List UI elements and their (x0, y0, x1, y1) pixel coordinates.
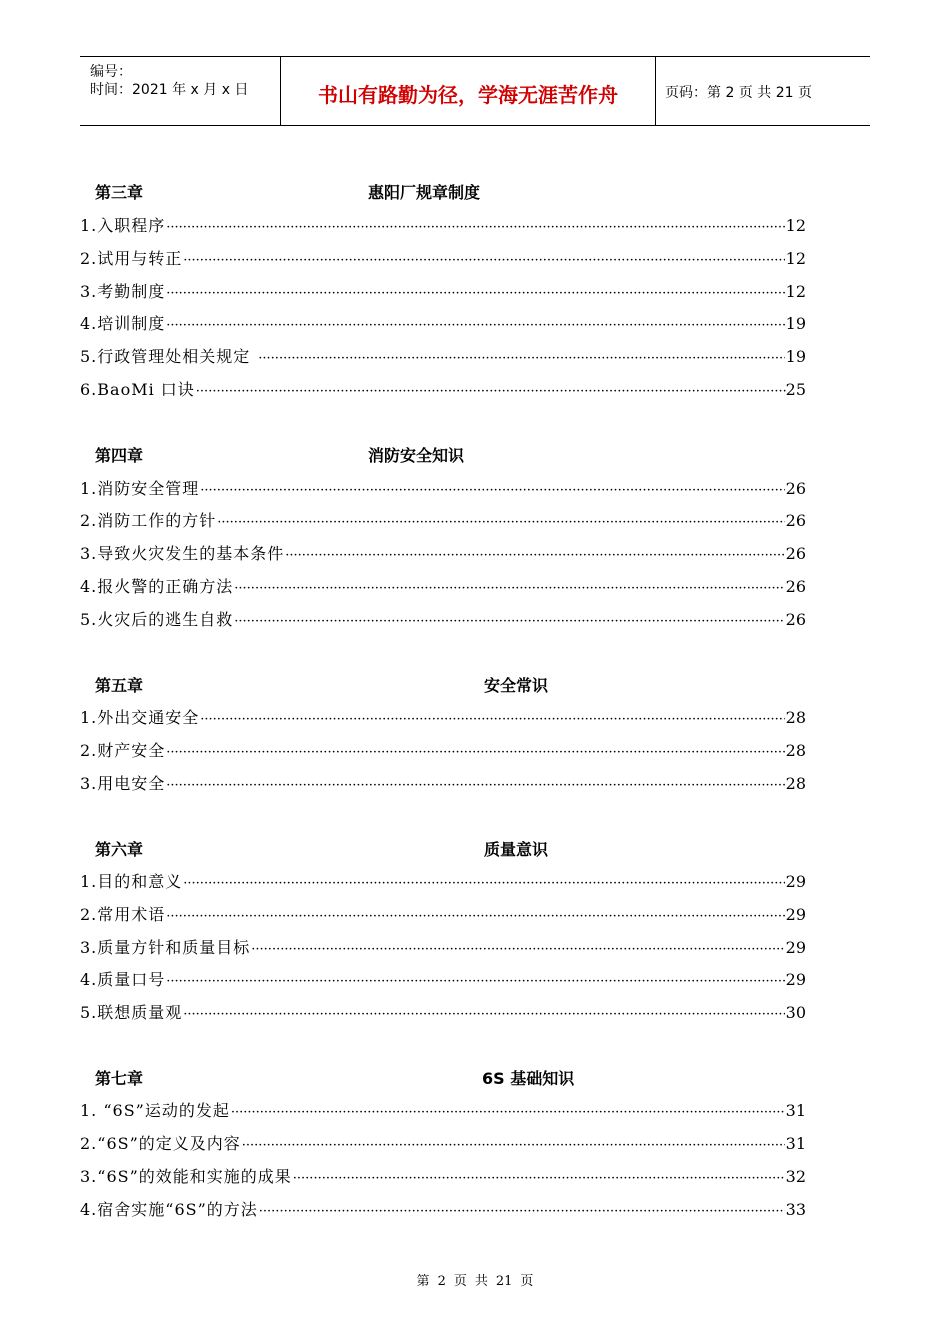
toc-entry-text: 3.导致火灾发生的基本条件 (80, 544, 285, 563)
footer-gong: 共 (474, 1274, 488, 1289)
toc-leader-dots (166, 909, 784, 924)
toc-leader-dots (166, 286, 784, 301)
chapter-number: 第六章 (95, 840, 144, 859)
toc-entry-text: 2.消防工作的方针 (80, 511, 217, 530)
chapter-title: 质量意识 (484, 840, 549, 859)
toc-entry[interactable] (80, 1164, 806, 1188)
toc-entry[interactable] (80, 902, 806, 926)
toc-entry-text: 1.消防安全管理 (80, 479, 200, 498)
toc-leader-dots (234, 614, 784, 629)
chapter-number: 第三章 (95, 183, 144, 202)
toc-page-number: 33 (785, 1200, 806, 1219)
toc-entry-text: 4.宿舍实施“6S”的方法 (80, 1200, 258, 1219)
toc-entry[interactable] (80, 311, 806, 335)
page-header (80, 56, 870, 126)
toc-entry-text: 5.火灾后的逃生自救 (80, 610, 234, 629)
toc-page-number: 26 (785, 479, 806, 498)
toc-entry-text: 1.目的和意义 (80, 872, 183, 891)
footer-total-pages: 21 (495, 1274, 513, 1289)
toc-page-number: 29 (785, 905, 806, 924)
toc-leader-dots (166, 220, 784, 235)
toc-entry-text: 5.联想质量观 (80, 1003, 183, 1022)
toc-leader-dots (166, 974, 784, 989)
chapter-heading (0, 837, 950, 861)
toc-entry-text: 1.外出交通安全 (80, 708, 200, 727)
toc-entry-text: 3.考勤制度 (80, 282, 166, 301)
toc-entry[interactable] (80, 377, 806, 401)
chapter-heading (0, 180, 950, 204)
toc-entry[interactable] (80, 508, 806, 532)
toc-entry-text: 2.“6S”的定义及内容 (80, 1134, 241, 1153)
footer-ye: 页 (453, 1274, 467, 1289)
header-divider (655, 57, 656, 125)
toc-entry[interactable] (80, 279, 806, 303)
toc-leader-dots (183, 876, 784, 891)
toc-entry[interactable] (80, 935, 806, 959)
toc-entry-text: 4.报火警的正确方法 (80, 577, 234, 596)
toc-page-number: 12 (785, 249, 806, 268)
toc-entry-text: 4.质量口号 (80, 970, 166, 989)
toc-page-number: 32 (785, 1167, 806, 1186)
header-motto: 书山有路勤为径，学海无涯苦作舟 (318, 83, 618, 107)
toc-leader-dots (251, 942, 784, 957)
toc-entry-text: 2.试用与转正 (80, 249, 183, 268)
toc-entry[interactable] (80, 541, 806, 565)
toc-leader-dots (166, 745, 784, 760)
toc-entry-text: 3.用电安全 (80, 774, 166, 793)
toc-page-number: 29 (785, 872, 806, 891)
chapter-heading (0, 1066, 950, 1090)
page-footer (0, 1270, 950, 1289)
toc-leader-dots (183, 1007, 784, 1022)
toc-page-number: 26 (785, 511, 806, 530)
toc-leader-dots (217, 515, 784, 530)
toc-entry[interactable] (80, 344, 806, 368)
toc-page-number: 26 (785, 610, 806, 629)
toc-page-number: 26 (785, 577, 806, 596)
serial-label: 编号： (90, 64, 132, 80)
toc-entry[interactable] (80, 1131, 806, 1155)
toc-leader-dots (166, 778, 784, 793)
toc-entry-text: 5.行政管理处相关规定 (80, 347, 251, 366)
toc-entry[interactable] (80, 738, 806, 762)
chapter-heading (0, 443, 950, 467)
toc-page-number: 28 (785, 774, 806, 793)
chapter-number: 第五章 (95, 676, 144, 695)
toc-leader-dots (200, 712, 784, 727)
toc-entry-text: 3.“6S”的效能和实施的成果 (80, 1167, 292, 1186)
toc-page-number: 26 (785, 544, 806, 563)
chapter-title: 安全常识 (484, 676, 549, 695)
toc-entry-text: 1. “6S”运动的发起 (80, 1101, 230, 1120)
toc-entry[interactable] (80, 213, 806, 237)
toc-entry-text: 4.培训制度 (80, 314, 166, 333)
toc-entry-text: 1.入职程序 (80, 216, 166, 235)
toc-entry[interactable] (80, 869, 806, 893)
toc-entry-text: 2.常用术语 (80, 905, 166, 924)
toc-page-number: 31 (785, 1134, 806, 1153)
header-page-label: 页码：第 2 页 共 21 页 (665, 85, 812, 101)
toc-page-number: 28 (785, 708, 806, 727)
toc-leader-dots (293, 1171, 785, 1186)
toc-leader-dots (234, 581, 784, 596)
chapter-title: 6S 基础知识 (482, 1069, 575, 1088)
toc-entry[interactable] (80, 1000, 806, 1024)
toc-page-number: 19 (785, 347, 806, 366)
toc-entry[interactable] (80, 1197, 806, 1221)
chapter-title: 消防安全知识 (368, 446, 465, 465)
toc-leader-dots (183, 253, 784, 268)
toc-entry[interactable] (80, 607, 806, 631)
footer-page-number: 2 (437, 1274, 446, 1289)
chapter-heading (0, 673, 950, 697)
toc-leader-dots (200, 483, 784, 498)
toc-page-number: 19 (785, 314, 806, 333)
toc-entry[interactable] (80, 574, 806, 598)
toc-leader-dots (258, 351, 784, 366)
toc-page-number: 12 (785, 282, 806, 301)
toc-leader-dots (242, 1138, 785, 1153)
toc-page-number: 31 (785, 1101, 806, 1120)
toc-page-number: 28 (785, 741, 806, 760)
time-label: 时间：2021 年 x 月 x 日 (90, 82, 249, 98)
footer-ye: 页 (520, 1274, 534, 1289)
toc-entry[interactable] (80, 771, 806, 795)
toc-entry-text: 6.BaoMi 口诀 (80, 380, 195, 399)
toc-leader-dots (259, 1204, 785, 1219)
chapter-number: 第四章 (95, 446, 144, 465)
toc-entry[interactable] (80, 1098, 806, 1122)
footer-di: 第 (416, 1274, 430, 1289)
toc-page-number: 30 (785, 1003, 806, 1022)
toc-leader-dots (285, 548, 784, 563)
chapter-number: 第七章 (95, 1069, 144, 1088)
toc-leader-dots (196, 384, 787, 399)
toc-entry[interactable] (80, 705, 806, 729)
toc-entry-text: 2.财产安全 (80, 741, 166, 760)
toc-entry-text: 3.质量方针和质量目标 (80, 938, 251, 957)
toc-page-number: 12 (785, 216, 806, 235)
toc-page-number: 25 (785, 380, 806, 399)
toc-page-number: 29 (785, 970, 806, 989)
toc-page-number: 29 (785, 938, 806, 957)
toc-leader-dots (231, 1105, 785, 1120)
toc-entry[interactable] (80, 246, 806, 270)
chapter-title: 惠阳厂规章制度 (368, 183, 481, 202)
toc-entry[interactable] (80, 967, 806, 991)
toc-entry[interactable] (80, 476, 806, 500)
toc-leader-dots (166, 318, 784, 333)
